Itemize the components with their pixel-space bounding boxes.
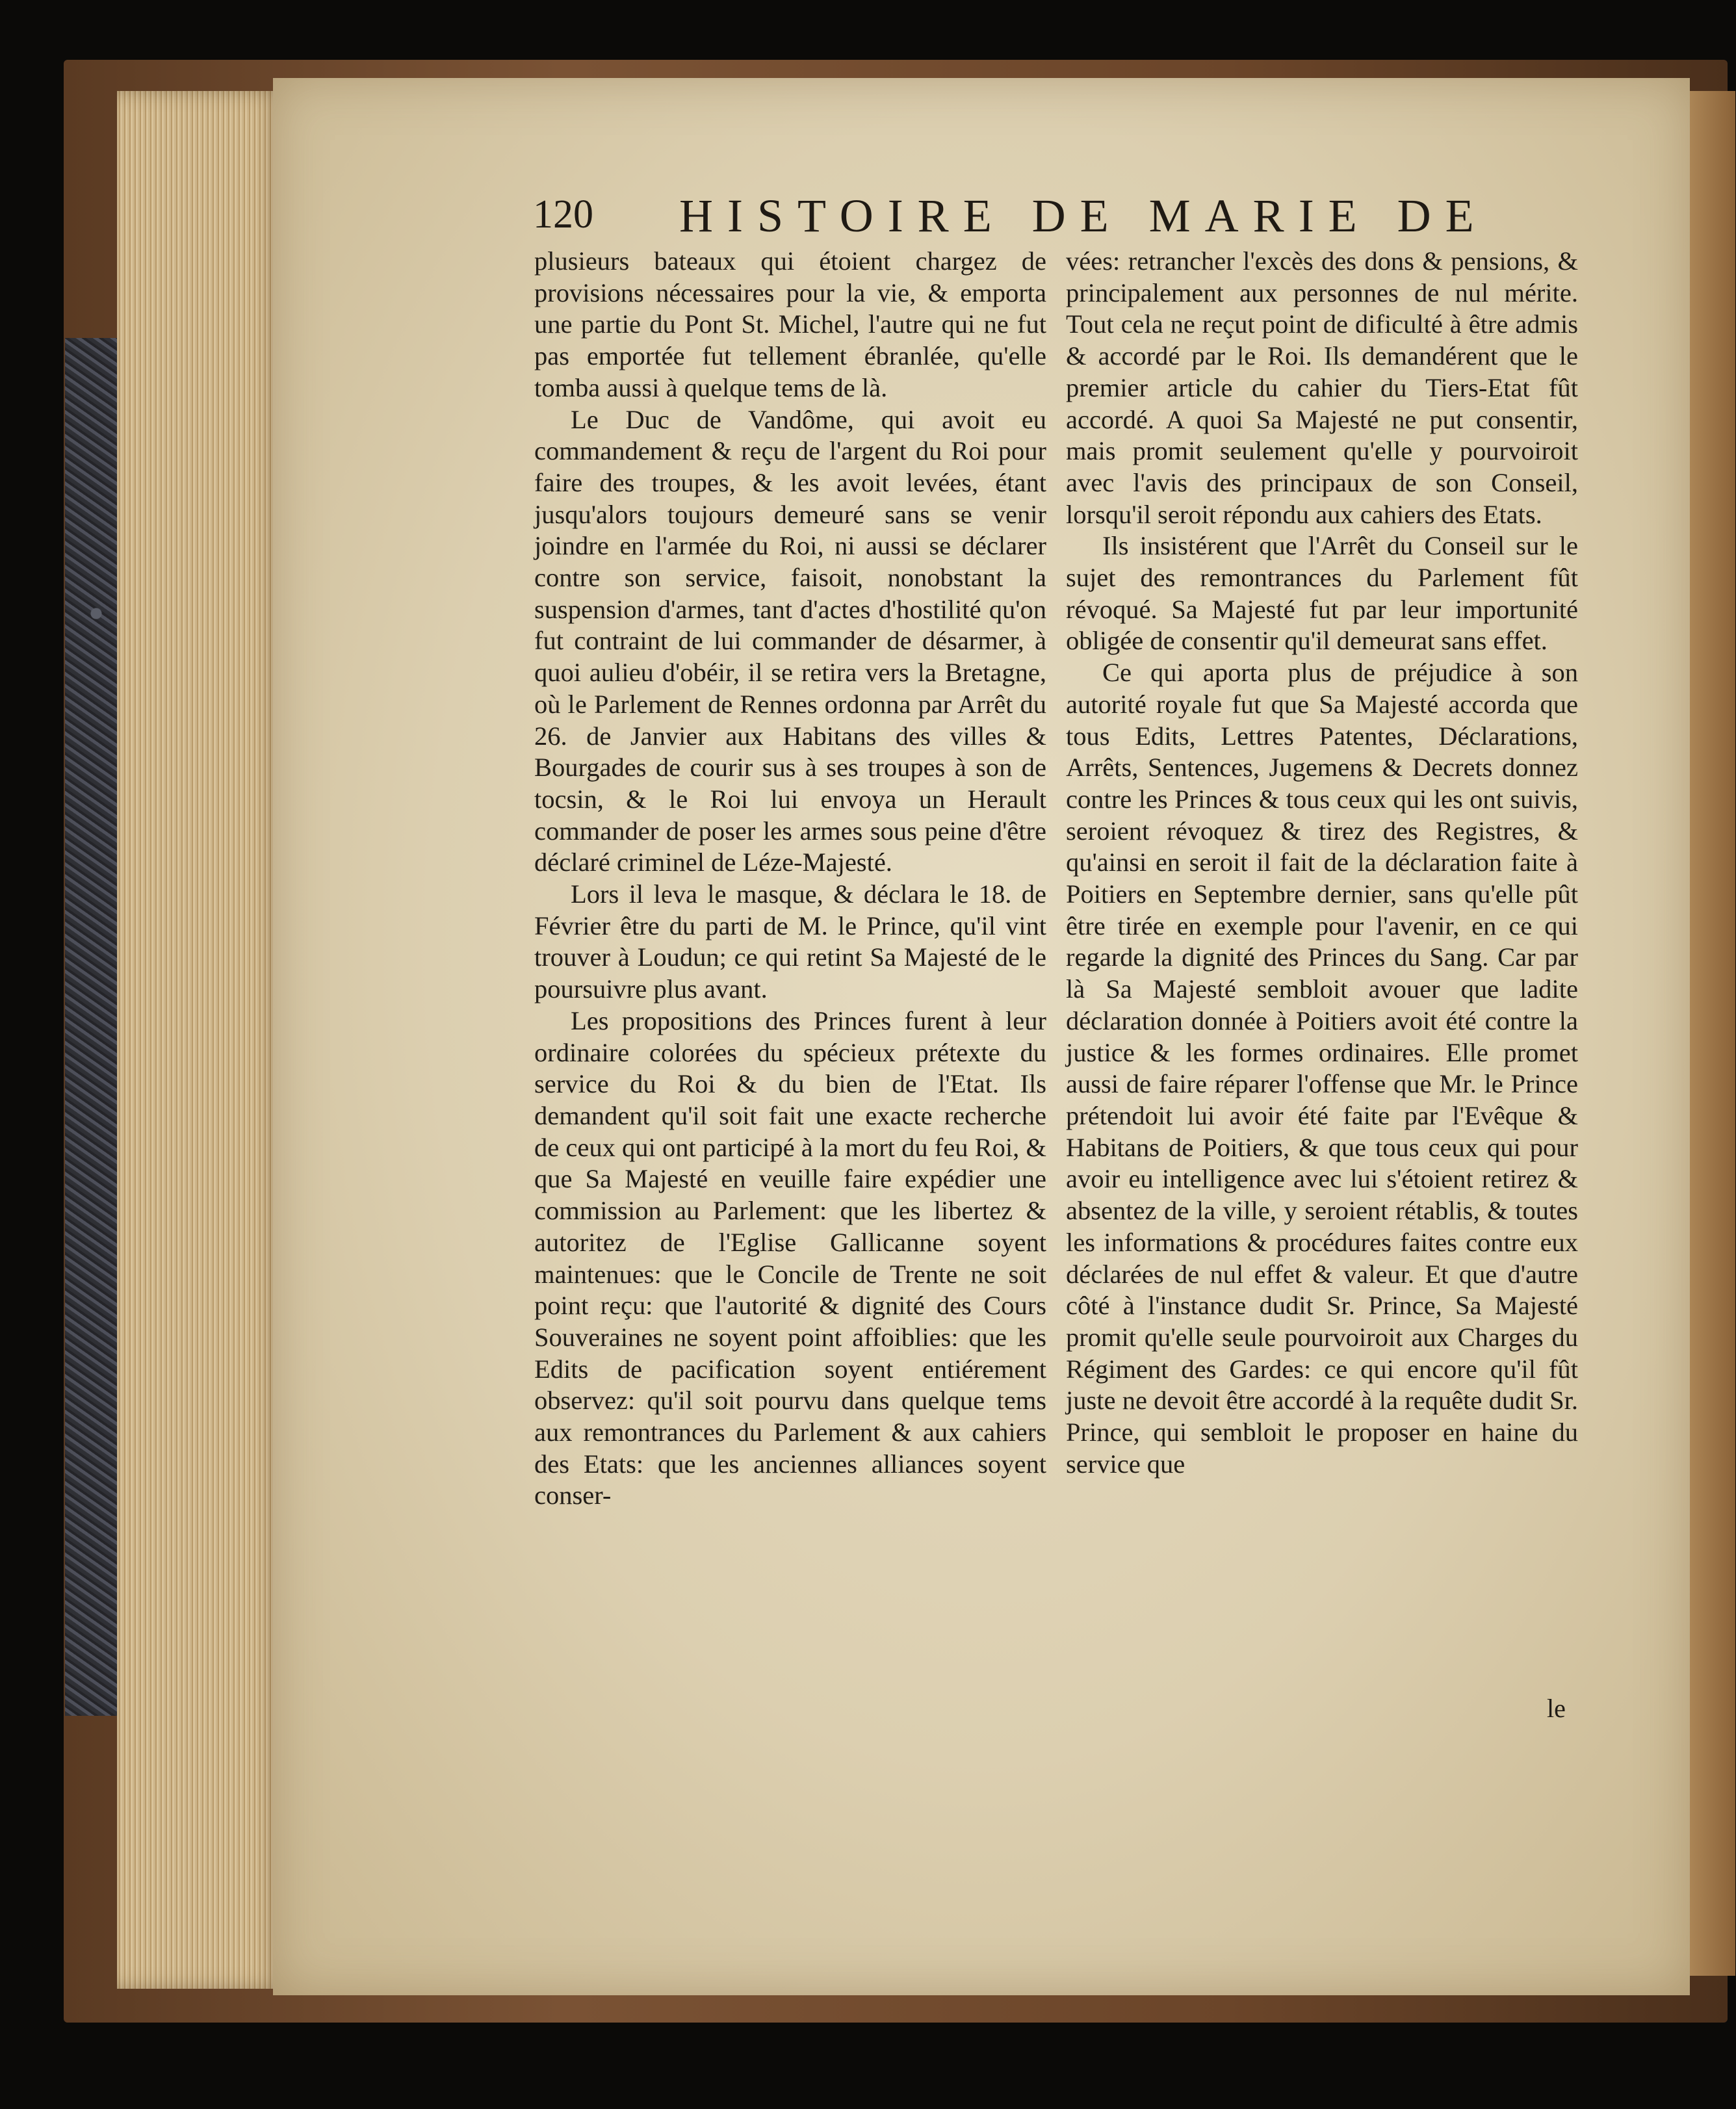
paragraph: plusieurs bateaux qui étoient chargez de provisions nécessaires pour la vie, & emporta une partie du Pont St. Michel, l'autre qui ne fut pas emportée fut tellement ébranlée, qu'elle tomba aussi à quelque tems de là. — [534, 246, 1046, 402]
paragraph: Ce qui aporta plus de préjudice à son autorité royale fut que Sa Majesté accorda que tous Edits, Lettres Patentes, Déclarations, Arrêts, Sentences, Jugemens & Decrets donnez contre les Princes & tous ceux qui les ont suivis, seroient révoquez & tirez des Registres, & qu'ainsi en seroit il fait de la déclaration faite à Poitiers en Septembre dernier, sans qu'elle pût être tirée en exemple pour l'avenir, en ce qui regarde la dignité des Princes du Sang. Car par là Sa Majesté sembloit avouer que ladite déclaration donnée à Poitiers avoit été contre la justice & les formes ordinaires. Elle promet aussi de faire réparer l'offense que Mr. le Prince prétendoit lui avoir été faite par l'Evêque & Habitans de Poitiers, & que tous ceux qui pour avoir eu intelligence avec lui s'étoient retirez & absentez de la ville, y seroient rétablis, & toutes les informations & procédures faites contre eux déclarées de nul effet & valeur. Et que d'autre côté à l'instance dudit Sr. Prince, Sa Majesté promit qu'elle seule pourvoiroit aux Charges du Régiment des Gardes: ce qui encore qu'il fût juste ne devoit être accordé à la requête dudit Sr. Prince, qui sembloit le proposer en haine du service que — [1066, 658, 1578, 1479]
paragraph: Lors il leva le masque, & déclara le 18. de Février être du parti de M. le Prince, qu'il vint trouver à Loudun; ce qui retint Sa Majesté de le poursuivre plus avant. — [534, 879, 1046, 1004]
right-column — [1066, 246, 1578, 1480]
page-number: 120 — [533, 192, 593, 237]
running-title: HISTOIRE DE MARIE DE — [679, 190, 1488, 242]
catchword: le — [1547, 1694, 1566, 1723]
paragraph: Ils insistérent que l'Arrêt du Conseil sur le sujet des remontrances du Parlement fût révoqué. Sa Majesté fut par leur importunité obligée de consentir qu'il demeurat sans effet. — [1066, 531, 1578, 656]
paragraph: vées: retrancher l'excès des dons & pensions, & principalement aux personnes de nul mérite. Tout cela ne reçut point de dificulté à être admis & accordé par le Roi. Ils demandérent que le premier article du cahier du Tiers-Etat fût accordé. A quoi Sa Majesté ne put consentir, mais promit seulement qu'elle y pourvoiroit avec l'avis des principaux de son Conseil, lorsqu'il seroit répondu aux cahiers des Etats. — [1066, 246, 1578, 529]
facing-page-edge — [1683, 91, 1735, 1976]
paragraph: Les propositions des Princes furent à leur ordinaire colorées du spécieux prétexte du service du Roi & du bien de l'Etat. Ils demandent qu'il soit fait une exacte recherche de ceux qui ont participé à la mort du feu Roi, & que Sa Majesté en veuille faire expédier une commission au Parlement: que les libertez & autoritez de l'Eglise Gallicanne soyent maintenues: que le Concile de Trente ne soit point reçu: que l'autorité & dignité des Cours Souveraines ne soyent point affoiblies: que les Edits de pacification soyent entiérement observez: qu'il soit pourvu dans quelque tems aux remontrances du Parlement & aux cahiers des Etats: que les anciennes alliances soyent conser- — [534, 1005, 1046, 1510]
paragraph: Le Duc de Vandôme, qui avoit eu commandement & reçu de l'argent du Roi pour faire des troupes, & les avoit levées, étant jusqu'alors toujours demeuré sans se venir joindre en l'armée du Roi, ni aussi se déclarer contre son service, faisoit, nonobstant la suspension d'armes, tant d'actes d'hostilité qu'on fut contraint de lui commander de désarmer, à quoi aulieu d'obéir, il se retira vers la Bretagne, où le Parlement de Rennes ordonna par Arrêt du 26. de Janvier aux Habitans des villes & Bourgades de courir sus à ses troupes à son de tocsin, & le Roi lui envoya un Herault commander de poser les armes sous peine d'être déclaré criminel de Léze-Majesté. — [534, 404, 1046, 877]
page-header — [533, 190, 1488, 250]
page-edges — [117, 91, 286, 1989]
left-column — [534, 246, 1046, 1512]
